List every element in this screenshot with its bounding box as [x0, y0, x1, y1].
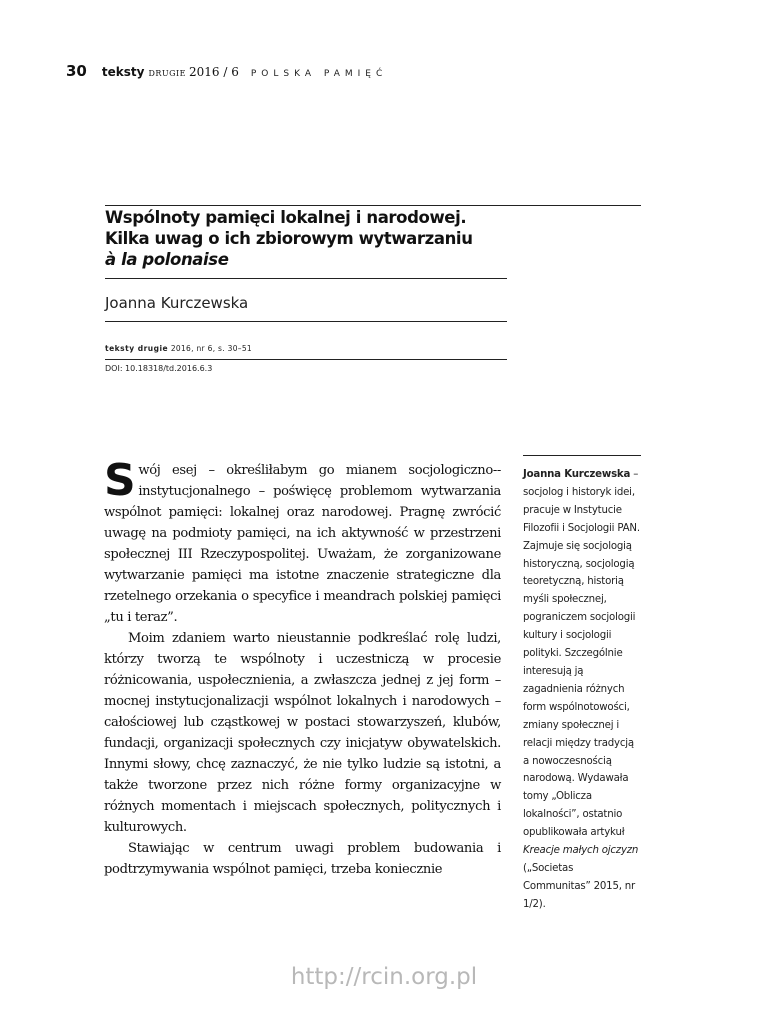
title-line-3 [105, 249, 505, 270]
citation [105, 344, 252, 353]
journal-issue: 2016 / 6 [189, 65, 239, 79]
title-line-2: Kilka uwag o ich zbiorowym wytwarzaniu [105, 229, 473, 248]
journal-subtitle: drugie [148, 66, 187, 79]
section-name: POLSKA PAMIĘĆ [250, 69, 388, 79]
author-bio [523, 466, 641, 914]
title-bottom-rule [105, 278, 507, 279]
body-text [104, 455, 501, 880]
paragraph-1-text: wój esej – określiłabym go mianem socjologiczno--instytucjonalnego – poświęcę problemom wytwarzania wspólnot pamięci: lokalnej oraz narodowej. Pragnę zwrócić uwagę na podmioty pamięci, na ich aktywność w przestrzeni społecznej III Rzeczypospolitej. Uważam, że zorganizowane wytwarzanie pamięci ma istotne znaczenie strategiczne dla rzetelnego orzekania o specyfice i meandrach polskiej pamięci „tu i teraz”. [104, 463, 501, 625]
bio-text-1: – socjolog i historyk idei, pracuje w Instytucie Filozofii i Socjologii PAN. Zajmuje się socjologią historyczną, socjologią teoretyczną, historią myśli społecznej, pograniczem socjologii kultury i socjologii polityki. Szczególnie interesują ją zagadnienia różnych form wspólnotowości, zmiany społecznej i relacji między tradycją a nowoczesnością narodową. Wydawała tomy „Oblicza lokalności”, ostatnio opublikowała artykuł [523, 469, 640, 839]
citation-journal: teksty drugie [105, 344, 169, 353]
bio-name: Joanna Kurczewska [523, 469, 631, 480]
journal-name: teksty [101, 65, 145, 79]
article-title [105, 207, 505, 270]
watermark: http://rcin.org.pl [290, 964, 478, 990]
title-line-1: Wspólnoty pamięci lokalnej i narodowej. [105, 208, 467, 227]
article-author: Joanna Kurczewska [105, 294, 249, 312]
drop-cap: S [104, 455, 136, 506]
bio-text-2: („Societas Communitas” 2015, nr 1/2). [523, 862, 636, 910]
title-italic: à la polonaise [105, 250, 229, 269]
doi: DOI: 10.18318/td.2016.6.3 [105, 364, 213, 373]
page-number: 30 [66, 62, 87, 80]
author-bio-sidebar [523, 466, 641, 914]
title-top-rule [105, 205, 641, 206]
paragraph-2: Moim zdaniem warto nieustannie podkreślać rolę ludzi, którzy tworzą te wspólnoty i uczestniczą w procesie różnicowania, uspołecznienia, a zwłaszcza jednej z jej form – mocnej instytucjonalizacji wspólnot lokalnych i narodowych – całościowej lub cząstkowej w postaci stowarzyszeń, klubów, fundacji, organizacji społecznych czy inicjatyw obywatelskich. Innymi słowy, chcę zaznaczyć, że nie tylko ludzie są istotni, a także tworzone przez nich różne formy organizacyjne w różnych momentach i miejscach społecznych, politycznych i kulturowych. [104, 631, 501, 835]
bio-italic-title: Kreacje małych ojczyzn [523, 845, 639, 857]
paragraph-1 [104, 455, 501, 628]
citation-details: 2016, nr 6, s. 30–51 [170, 344, 252, 353]
author-rule [105, 321, 507, 322]
running-header [66, 62, 387, 86]
paragraph-3: Stawiając w centrum uwagi problem budowania i podtrzymywania wspólnot pamięci, trzeba koniecznie [104, 841, 501, 877]
sidebar-rule [523, 455, 641, 456]
citation-rule [105, 359, 507, 360]
